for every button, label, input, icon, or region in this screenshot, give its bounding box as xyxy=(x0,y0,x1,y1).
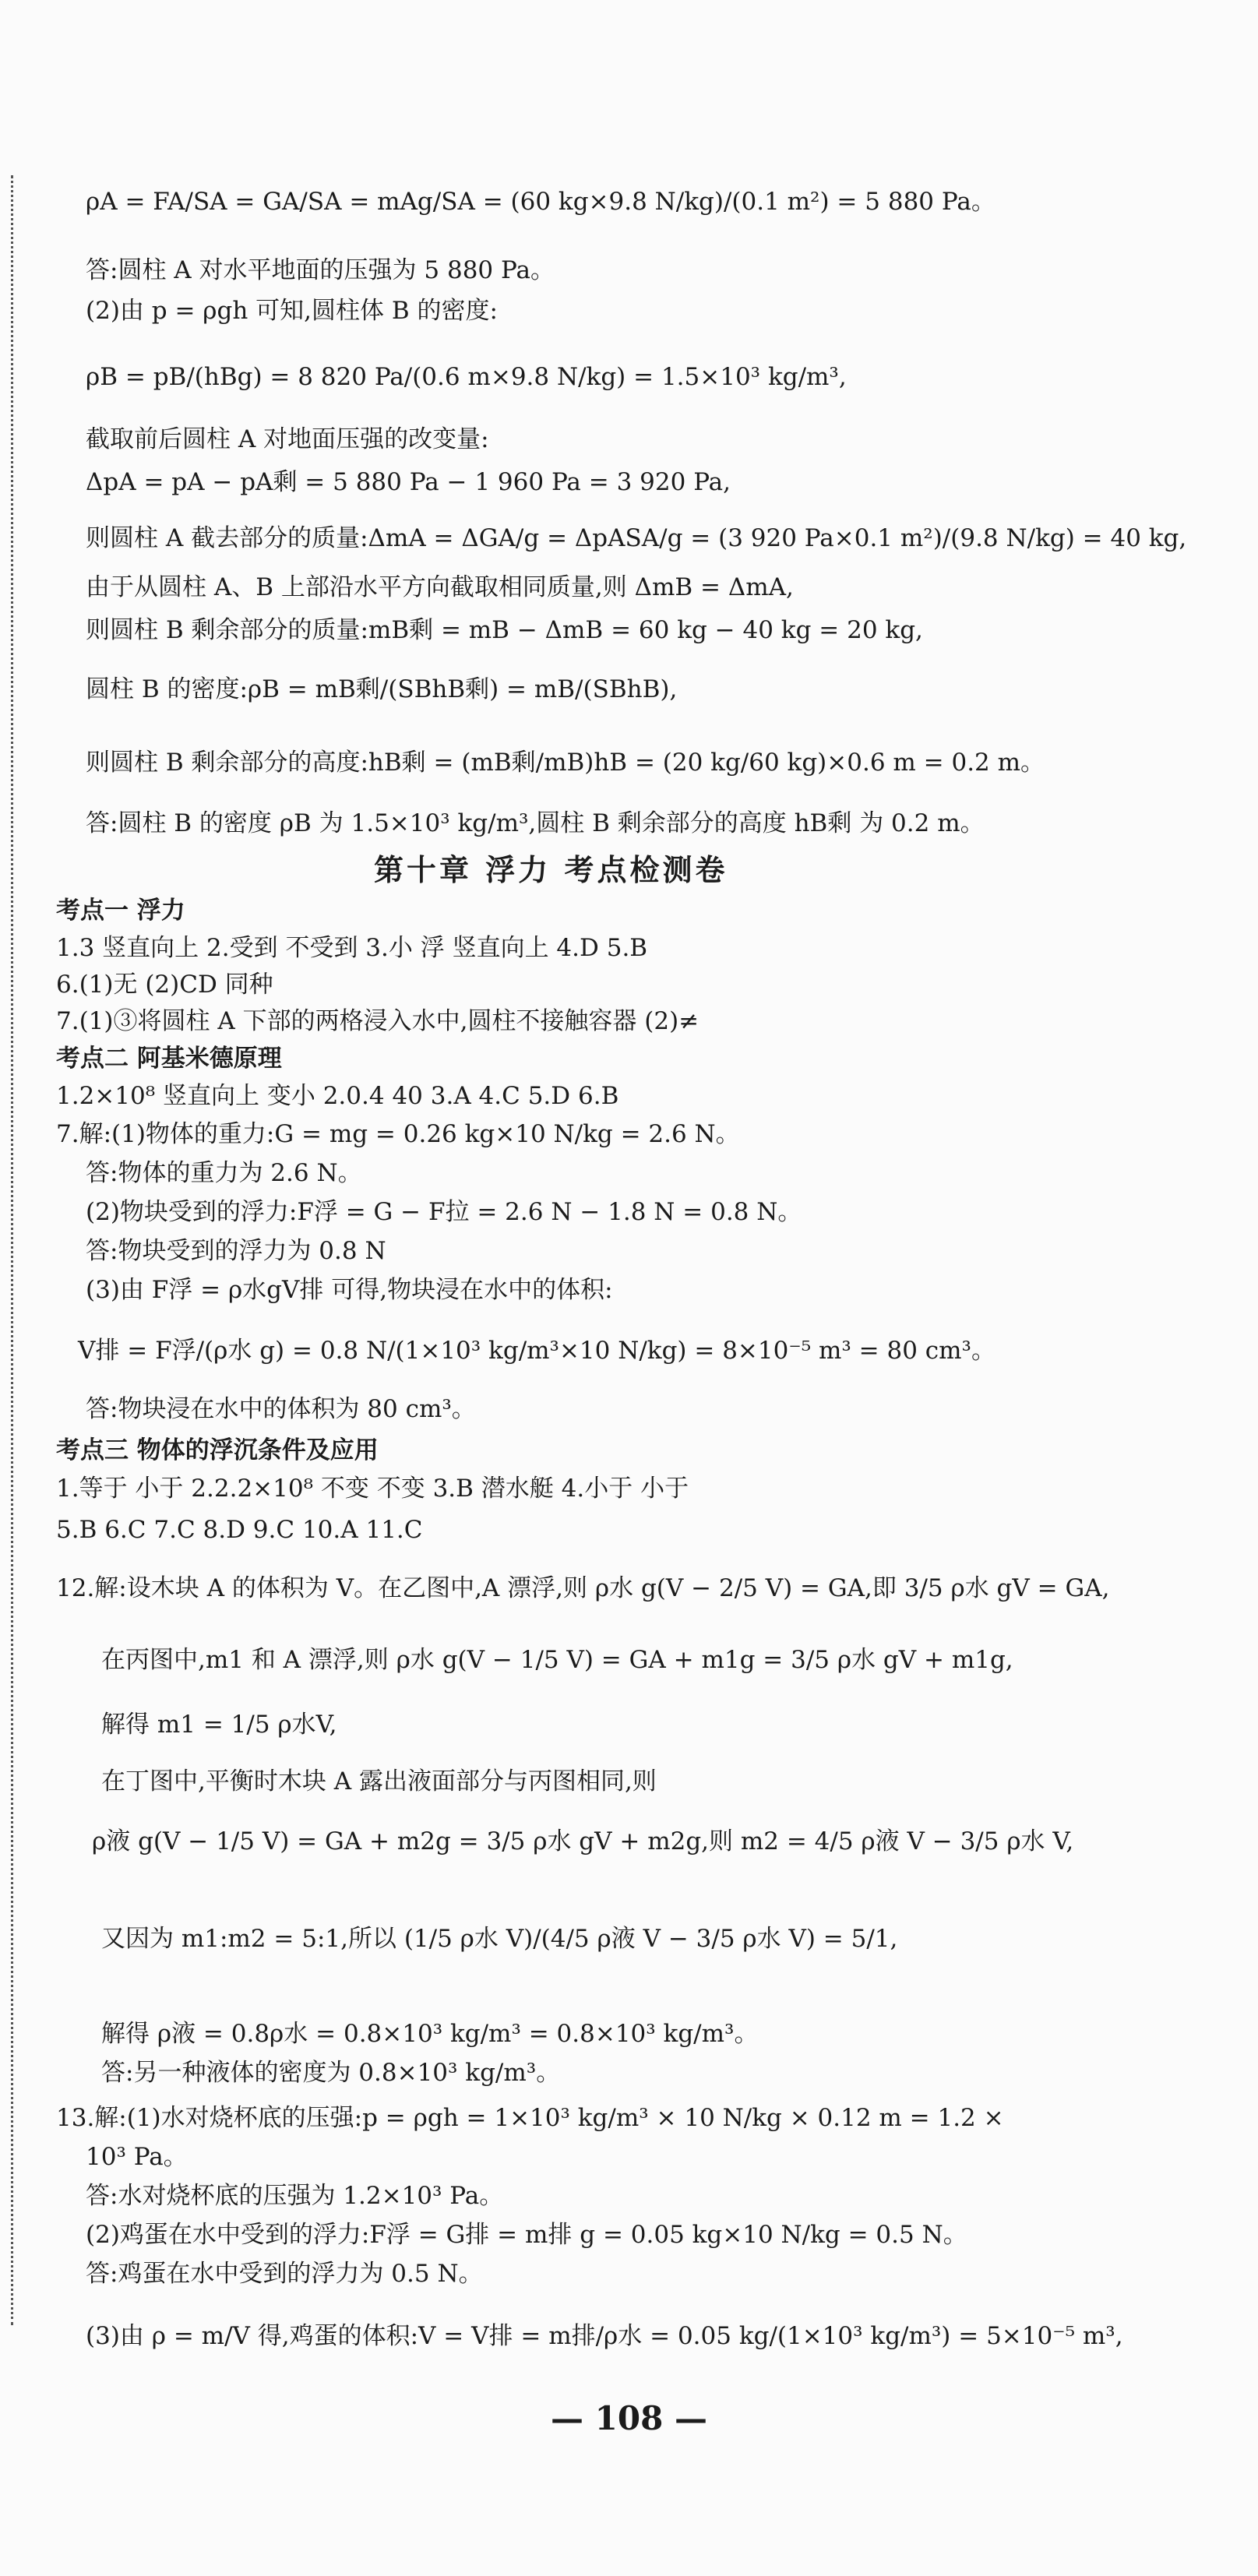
text-line: (2)物块受到的浮力:F浮 = G − F拉 = 2.6 N − 1.8 N = 0.8 N。 xyxy=(86,1198,802,1226)
text-line: (2)由 p = ρgh 可知,圆柱体 B 的密度: xyxy=(86,297,498,325)
page-number: — 108 — xyxy=(551,2399,707,2437)
text-line: 答:鸡蛋在水中受到的浮力为 0.5 N。 xyxy=(86,2260,483,2288)
section-heading: 考点三 物体的浮沉条件及应用 xyxy=(56,1436,379,1464)
text-line: 答:水对烧杯底的压强为 1.2×10³ Pa。 xyxy=(86,2182,504,2210)
text-line: 答:另一种液体的密度为 0.8×10³ kg/m³。 xyxy=(101,2059,561,2087)
text-line: 答:圆柱 B 的密度 ρB 为 1.5×10³ kg/m³,圆柱 B 剩余部分的高度 hB剩 为 0.2 m。 xyxy=(86,809,985,837)
text-line: 答:物块受到的浮力为 0.8 N xyxy=(86,1237,386,1265)
text-line: 则圆柱 A 截去部分的质量:ΔmA = ΔGA/g = ΔpASA/g = (3 920 Pa×0.1 m²)/(9.8 N/kg) = 40 kg, xyxy=(86,524,1187,552)
text-line: 在丁图中,平衡时木块 A 露出液面部分与丙图相同,则 xyxy=(101,1767,657,1795)
text-line: ρA = FA/SA = GA/SA = mAg/SA = (60 kg×9.8 N/kg)/(0.1 m²) = 5 880 Pa。 xyxy=(86,188,995,216)
text-line: 10³ Pa。 xyxy=(86,2143,188,2171)
text-line: 截取前后圆柱 A 对地面压强的改变量: xyxy=(86,425,489,453)
text-line: 1.等于 小于 2.2.2×10⁸ 不变 不变 3.B 潜水艇 4.小于 小于 xyxy=(56,1475,689,1503)
text-line: 7.解:(1)物体的重力:G = mg = 0.26 kg×10 N/kg = 2.6 N。 xyxy=(56,1120,740,1148)
text-line: 解得 m1 = 1/5 ρ水V, xyxy=(101,1711,337,1739)
text-line: 在丙图中,m1 和 A 漂浮,则 ρ水 g(V − 1/5 V) = GA + m1g = 3/5 ρ水 gV + m1g, xyxy=(101,1646,1013,1674)
text-line: 12.解:设木块 A 的体积为 V。在乙图中,A 漂浮,则 ρ水 g(V − 2/5 V) = GA,即 3/5 ρ水 gV = GA, xyxy=(56,1574,1110,1602)
chapter-title: 第十章 浮力 考点检测卷 xyxy=(374,853,728,887)
text-line: 1.2×10⁸ 竖直向上 变小 2.0.4 40 3.A 4.C 5.D 6.B xyxy=(56,1082,619,1110)
text-line: (3)由 F浮 = ρ水gV排 可得,物块浸在水中的体积: xyxy=(86,1276,613,1304)
text-line: 6.(1)无 (2)CD 同种 xyxy=(56,971,273,999)
text-line: 则圆柱 B 剩余部分的质量:mB剩 = mB − ΔmB = 60 kg − 40 kg = 20 kg, xyxy=(86,616,923,644)
text-line: 则圆柱 B 剩余部分的高度:hB剩 = (mB剩/mB)hB = (20 kg/60 kg)×0.6 m = 0.2 m。 xyxy=(86,749,1045,777)
section-heading: 考点二 阿基米德原理 xyxy=(56,1045,282,1073)
text-line: ΔpA = pA − pA剩 = 5 880 Pa − 1 960 Pa = 3 920 Pa, xyxy=(86,468,731,496)
text-line: ρB = pB/(hBg) = 8 820 Pa/(0.6 m×9.8 N/kg) = 1.5×10³ kg/m³, xyxy=(86,363,847,391)
text-line: 7.(1)③将圆柱 A 下部的两格浸入水中,圆柱不接触容器 (2)≠ xyxy=(56,1007,699,1035)
text-line: ρ液 g(V − 1/5 V) = GA + m2g = 3/5 ρ水 gV + m2g,则 m2 = 4/5 ρ液 V − 3/5 ρ水 V, xyxy=(92,1827,1074,1855)
text-line: 1.3 竖直向上 2.受到 不受到 3.小 浮 竖直向上 4.D 5.B xyxy=(56,934,648,962)
text-line: 答:物块浸在水中的体积为 80 cm³。 xyxy=(86,1395,476,1423)
section-heading: 考点一 浮力 xyxy=(56,897,185,925)
text-line: V排 = F浮/(ρ水 g) = 0.8 N/(1×10³ kg/m³×10 N/kg) = 8×10⁻⁵ m³ = 80 cm³。 xyxy=(78,1337,995,1365)
text-line: 解得 ρ液 = 0.8ρ水 = 0.8×10³ kg/m³ = 0.8×10³ kg/m³。 xyxy=(101,2020,759,2048)
text-line: 圆柱 B 的密度:ρB = mB剩/(SBhB剩) = mB/(SBhB), xyxy=(86,675,678,703)
text-line: (2)鸡蛋在水中受到的浮力:F浮 = G排 = m排 g = 0.05 kg×10 N/kg = 0.5 N。 xyxy=(86,2221,967,2249)
text-line: (3)由 ρ = m/V 得,鸡蛋的体积:V = V排 = m排/ρ水 = 0.05 kg/(1×10³ kg/m³) = 5×10⁻⁵ m³, xyxy=(86,2322,1123,2350)
text-line: 答:圆柱 A 对水平地面的压强为 5 880 Pa。 xyxy=(86,256,555,284)
text-line: 5.B 6.C 7.C 8.D 9.C 10.A 11.C xyxy=(56,1516,423,1544)
text-line: 又因为 m1:m2 = 5:1,所以 (1/5 ρ水 V)/(4/5 ρ液 V − 3/5 ρ水 V) = 5/1, xyxy=(101,1925,898,1953)
text-line: 由于从圆柱 A、B 上部沿水平方向截取相同质量,则 ΔmB = ΔmA, xyxy=(86,573,794,601)
binding-margin-line xyxy=(11,175,13,2325)
text-line: 13.解:(1)水对烧杯底的压强:p = ρgh = 1×10³ kg/m³ × 10 N/kg × 0.12 m = 1.2 × xyxy=(56,2104,1004,2132)
text-line: 答:物体的重力为 2.6 N。 xyxy=(86,1159,362,1187)
